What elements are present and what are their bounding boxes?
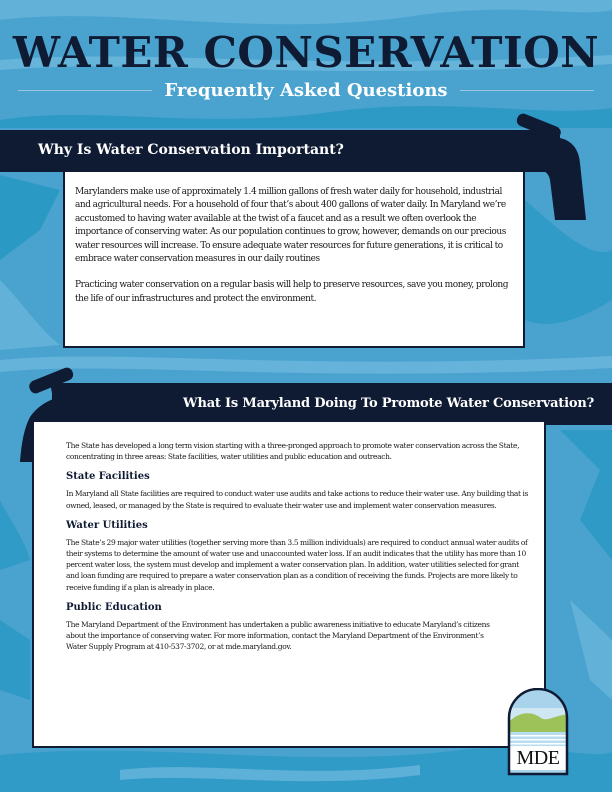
- subsection-text: The State’s 29 major water utilities (together serving more than 3.5 million individuals) are required to conduct annual water audits of their systems to determine the amount of water use and unaccounted water loss. If an audit indicates that the utility has more than 10 percent water loss, the system must develop and implement a water conservation plan. In addition, water utilities selected for grant and loan funding are required to prepare a water conservation plan as a condition of receiving the funds. Projects are more likely to receive funding if a plan is already in place.: [66, 537, 528, 592]
- section2-heading: What Is Maryland Doing To Promote Water Conservation?: [183, 396, 594, 411]
- mde-logo-text: MDE: [516, 747, 560, 769]
- section2-content-box: [32, 420, 546, 748]
- subsection-text: In Maryland all State facilities are required to conduct water use audits and take actions to reduce their water use. Any building that is owned, leased, or managed by the State is required to evaluate their water use and implement water conservation measures.: [66, 489, 528, 510]
- page-title: WATER CONSERVATION: [12, 28, 600, 77]
- page-subtitle: Frequently Asked Questions: [164, 79, 448, 101]
- section1-header-band: [0, 130, 560, 172]
- subtitle-row: [18, 77, 594, 103]
- subtitle-rule-left: [18, 90, 152, 91]
- subsection-heading: State Facilities: [66, 471, 150, 483]
- section1-content-box: [63, 170, 525, 348]
- subsection-heading: Public Education: [66, 601, 162, 613]
- section1-paragraph-1: Marylanders make use of approximately 1.4 million gallons of fresh water daily for household, industrial and agricultural needs. For a household of four that’s about 400 gallons of water daily. In Maryland we’re accustomed to having water available at the twist of a faucet and as a result we often overlook the importance of conserving water. As our population continues to grow, however, demands on our precious water resources will increase. To ensure adequate water resources for future generations, it is critical to embrace water conservation measures in our daily routines: [75, 187, 506, 265]
- section2-header-band: [52, 383, 612, 425]
- subsection-heading: Water Utilities: [66, 519, 148, 531]
- section2-intro: The State has developed a long term vision starting with a three-pronged approach to promote water conservation across the State, concentrating in three areas: State facilities, water utilities and public education and outreach.: [66, 441, 520, 462]
- subsection-text: The Maryland Department of the Environment has undertaken a public awareness initiative to educate Maryland’s citizens about the importance of conserving water. For more information, contact the Maryland Department of the Environment’s Water Supply Program at 410-537-3702, or at mde.maryland.gov.: [66, 619, 490, 652]
- subtitle-rule-right: [460, 90, 594, 91]
- section1-paragraph-2: Practicing water conservation on a regular basis will help to preserve resources, save you money, prolong the life of our infrastructures and protect the environment.: [75, 280, 509, 304]
- section1-heading: Why Is Water Conservation Important?: [38, 142, 344, 158]
- mde-logo: [507, 688, 569, 776]
